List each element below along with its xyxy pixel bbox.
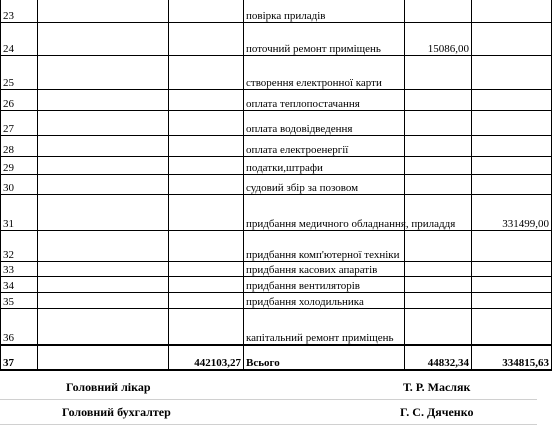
item-name-cell[interactable]: податки,штрафи	[244, 157, 405, 175]
amount-cell[interactable]	[472, 136, 552, 157]
amount-cell[interactable]	[405, 136, 472, 157]
empty-cell[interactable]	[38, 136, 169, 157]
empty-cell[interactable]	[38, 309, 169, 345]
table-row	[1, 293, 552, 309]
amount-cell[interactable]	[405, 0, 472, 23]
table-row	[1, 157, 552, 175]
amount-cell[interactable]	[405, 175, 472, 195]
signature-chief-doctor	[0, 375, 537, 400]
empty-cell[interactable]	[38, 111, 169, 136]
item-name-cell[interactable]: оплата теплопостачання	[244, 90, 405, 111]
amount-cell[interactable]	[169, 175, 244, 195]
empty-cell[interactable]	[38, 56, 169, 90]
item-name-cell[interactable]: повірка приладів	[244, 0, 405, 23]
total-amount-cell[interactable]: 44832,34	[405, 345, 472, 370]
amount-cell[interactable]	[405, 231, 472, 262]
row-number-cell[interactable]: 24	[1, 23, 38, 56]
empty-cell[interactable]	[38, 90, 169, 111]
table-row	[1, 175, 552, 195]
total-amount-cell[interactable]: 442103,27	[169, 345, 244, 370]
item-name-cell[interactable]: оплата електроенергії	[244, 136, 405, 157]
amount-cell[interactable]	[472, 23, 552, 56]
amount-cell[interactable]	[405, 111, 472, 136]
amount-cell[interactable]	[169, 23, 244, 56]
amount-cell[interactable]	[169, 195, 244, 231]
item-name-cell[interactable]: придбання вентиляторів	[244, 277, 405, 293]
amount-cell[interactable]	[472, 231, 552, 262]
table-row	[1, 0, 552, 23]
amount-cell[interactable]	[169, 136, 244, 157]
amount-cell[interactable]	[472, 90, 552, 111]
table-row	[1, 56, 552, 90]
amount-cell[interactable]	[169, 56, 244, 90]
amount-cell[interactable]	[472, 309, 552, 345]
empty-cell[interactable]	[38, 175, 169, 195]
row-number-cell[interactable]: 34	[1, 277, 38, 293]
amount-cell[interactable]	[169, 309, 244, 345]
table-row	[1, 277, 552, 293]
row-number-cell[interactable]: 27	[1, 111, 38, 136]
empty-cell[interactable]	[38, 262, 169, 277]
amount-cell[interactable]	[169, 262, 244, 277]
empty-cell[interactable]	[38, 157, 169, 175]
row-number-cell[interactable]: 32	[1, 231, 38, 262]
signature-role: Головний бухгалтер	[62, 405, 171, 419]
total-label-cell[interactable]: Всього	[244, 345, 405, 370]
item-name-cell[interactable]: оплата водовідведення	[244, 111, 405, 136]
row-number-cell[interactable]: 35	[1, 293, 38, 309]
signature-name: Г. С. Дяченко	[400, 405, 474, 419]
amount-cell[interactable]	[405, 157, 472, 175]
amount-cell[interactable]	[472, 157, 552, 175]
amount-cell[interactable]	[472, 111, 552, 136]
table-row	[1, 136, 552, 157]
amount-cell[interactable]	[405, 293, 472, 309]
amount-cell[interactable]	[169, 157, 244, 175]
item-name-cell[interactable]: створення електронної карти	[244, 56, 405, 90]
empty-cell[interactable]	[38, 0, 169, 23]
item-name-cell[interactable]: поточний ремонт приміщень	[244, 23, 405, 56]
table-row	[1, 262, 552, 277]
table-row	[1, 195, 552, 231]
item-name-cell[interactable]: капітальний ремонт приміщень	[244, 309, 405, 345]
item-name-cell[interactable]: придбання холодильника	[244, 293, 405, 309]
empty-cell[interactable]	[38, 277, 169, 293]
row-number-cell[interactable]: 33	[1, 262, 38, 277]
amount-cell[interactable]	[169, 293, 244, 309]
amount-cell[interactable]	[472, 56, 552, 90]
table-row	[1, 111, 552, 136]
amount-cell[interactable]	[405, 56, 472, 90]
amount-cell[interactable]	[169, 231, 244, 262]
amount-cell[interactable]	[472, 175, 552, 195]
table-row	[1, 309, 552, 345]
empty-cell[interactable]	[38, 293, 169, 309]
row-number-cell[interactable]: 37	[1, 345, 38, 370]
signature-name: Т. Р. Масляк	[403, 380, 471, 394]
total-amount-cell[interactable]: 334815,63	[472, 345, 552, 370]
amount-cell[interactable]	[405, 277, 472, 293]
empty-cell[interactable]	[38, 195, 169, 231]
row-number-cell[interactable]: 30	[1, 175, 38, 195]
row-number-cell[interactable]: 26	[1, 90, 38, 111]
table-row	[1, 231, 552, 262]
row-number-cell[interactable]: 29	[1, 157, 38, 175]
row-number-cell[interactable]: 23	[1, 0, 38, 23]
empty-cell[interactable]	[38, 345, 169, 370]
amount-cell[interactable]	[169, 111, 244, 136]
table-row	[1, 23, 552, 56]
amount-cell[interactable]	[169, 90, 244, 111]
table-row	[1, 90, 552, 111]
amount-cell[interactable]	[472, 262, 552, 277]
amount-cell[interactable]: 15086,00	[405, 23, 472, 56]
row-number-cell[interactable]: 31	[1, 195, 38, 231]
row-number-cell[interactable]: 28	[1, 136, 38, 157]
amount-cell[interactable]	[405, 90, 472, 111]
amount-cell[interactable]	[405, 262, 472, 277]
empty-cell[interactable]	[38, 23, 169, 56]
signature-chief-accountant	[0, 400, 537, 425]
amount-cell[interactable]	[169, 0, 244, 23]
row-number-cell[interactable]: 36	[1, 309, 38, 345]
amount-cell[interactable]: 331499,00	[472, 195, 552, 231]
item-name-cell[interactable]: судовий збір за позовом	[244, 175, 405, 195]
amount-cell[interactable]	[405, 309, 472, 345]
total-row	[1, 345, 552, 370]
signature-role: Головний лікар	[66, 380, 151, 394]
amount-cell[interactable]	[169, 277, 244, 293]
row-number-cell[interactable]: 25	[1, 56, 38, 90]
amount-cell[interactable]	[472, 277, 552, 293]
empty-cell[interactable]	[38, 231, 169, 262]
amount-cell[interactable]	[472, 0, 552, 23]
item-name-cell[interactable]: придбання медичного обладнання, приладдя	[244, 195, 405, 231]
amount-cell[interactable]	[472, 293, 552, 309]
item-name-cell[interactable]: придбання касових апаратів	[244, 262, 405, 277]
item-name-cell[interactable]: придбання комп'ютерної техніки	[244, 231, 405, 262]
